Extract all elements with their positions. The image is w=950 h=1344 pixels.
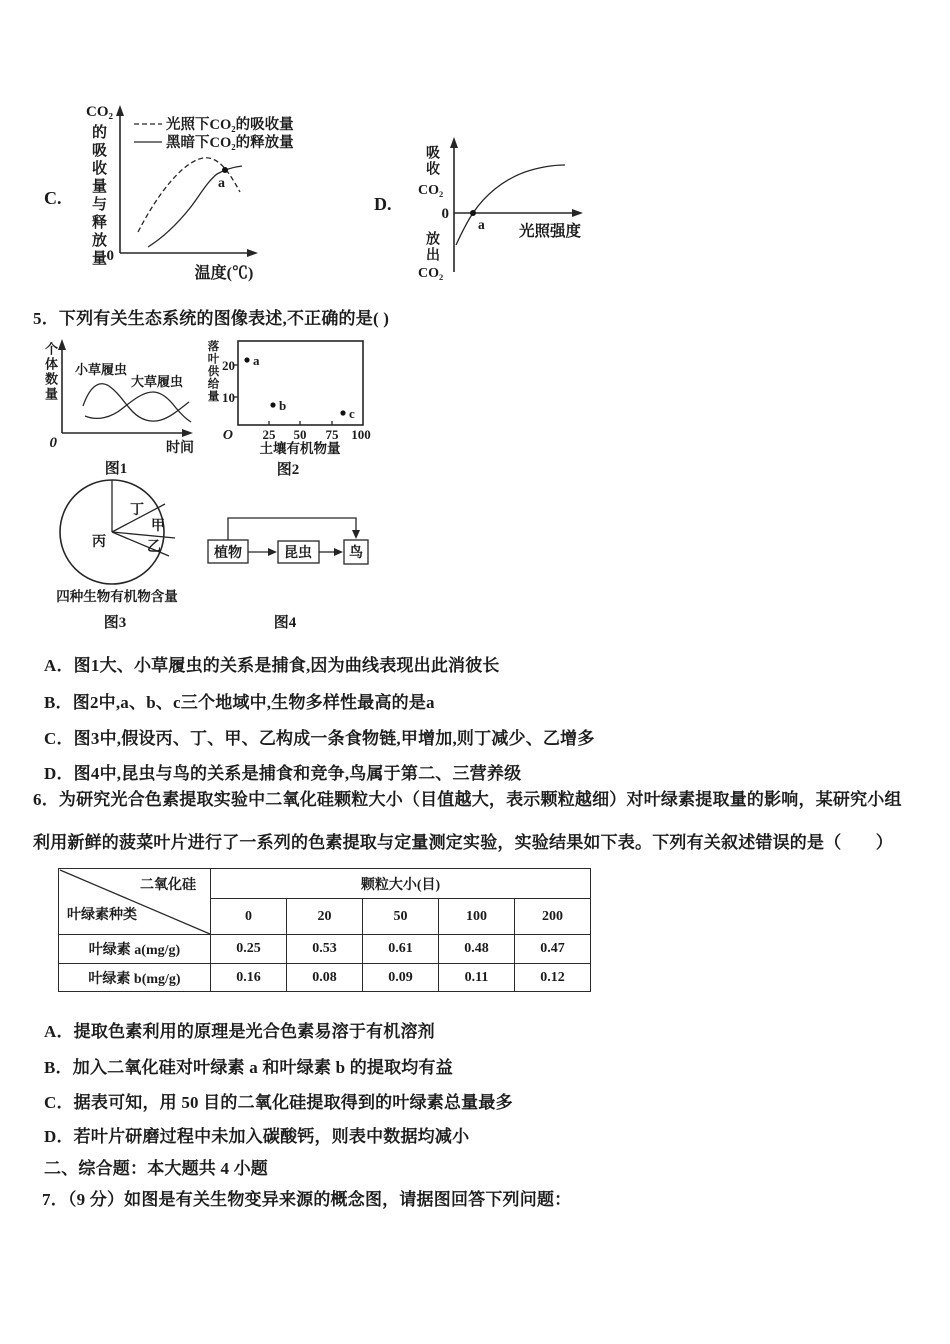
- q6-table: [58, 868, 591, 992]
- graph-c-point-a-dot: [222, 167, 228, 173]
- graph-d-release-label: 放出: [424, 231, 439, 263]
- q6-table-group-header: 颗粒大小(目): [211, 869, 591, 899]
- section2-heading: 二、综合题：本大题共 4 小题: [44, 1159, 268, 1178]
- fig3-line-jia-yi: [112, 532, 175, 538]
- graph-d-point-a-dot: [470, 210, 476, 216]
- graph-d-point-a-label: a: [478, 217, 485, 232]
- graph-d-release-unit: CO₂: [418, 266, 444, 281]
- fig1-label-small: 小草履虫: [75, 362, 128, 377]
- graph-c-x-arrow: [247, 249, 258, 257]
- fig3-sector-ding: 丁: [130, 503, 144, 518]
- fig4: [205, 512, 380, 567]
- q6-option-d: D．若叶片研磨过程中未加入碳酸钙，则表中数据均减小: [44, 1127, 470, 1146]
- graph-c: [82, 100, 347, 285]
- fig2-point-b: [270, 402, 275, 407]
- fig2-point-a-label: a: [253, 353, 260, 368]
- fig4-top-route: [228, 518, 356, 540]
- q6-table-cell: 0.08: [287, 964, 363, 992]
- q6-option-a: A．提取色素利用的原理是光合色素易溶于有机溶剂: [44, 1022, 435, 1041]
- graph-c-point-a-label: a: [218, 176, 225, 191]
- fig4-caption: 图4: [273, 615, 297, 631]
- q6-stem-line2: 利用新鲜的菠菜叶片进行了一系列的色素提取与定量测定实验，实验结果如下表。下列有关叙述错误的是（ ）: [33, 833, 893, 852]
- fig2-origin: O: [222, 428, 233, 443]
- q6-table-cell: 0.47: [515, 935, 591, 964]
- q5-option-d: D．图4中,昆虫与鸟的关系是捕食和竞争,鸟属于第二、三营养级: [44, 764, 522, 783]
- fig1-x-arrow: [182, 429, 193, 437]
- graph-d-y-arrow: [450, 137, 458, 148]
- graph-c-solid-curve: [148, 166, 242, 247]
- fig3-sector-jia: 甲: [151, 519, 165, 534]
- fig4-node-insect: 昆虫: [284, 546, 312, 561]
- graph-d-x-label: 光照强度: [518, 223, 582, 240]
- q6-table-row-label: 叶绿素 a(mg/g): [59, 935, 211, 964]
- fig2-x-label: 土壤有机物量: [259, 441, 341, 456]
- fig2-xtick75-label: 75: [325, 427, 339, 442]
- q6-table-col-header: 20: [287, 899, 363, 935]
- fig3-sector-yi: 乙: [147, 540, 161, 555]
- graph-d-absorb-label: 吸收: [424, 145, 439, 177]
- fig1-curve-big: [85, 392, 191, 422]
- graph-c-legend-solid-label: 黑暗下CO₂的释放量: [166, 135, 294, 151]
- fig2-xtick100-label: 100: [351, 427, 371, 442]
- fig1-y-label: 个体数量: [43, 342, 58, 402]
- fig4-top-arrow: [352, 530, 360, 539]
- option-d-letter: D.: [374, 194, 392, 214]
- q6-table-cell: 0.53: [287, 935, 363, 964]
- fig1-curve-small: [83, 384, 189, 421]
- fig4-edge1-arrow: [268, 548, 277, 556]
- fig2: [205, 335, 375, 457]
- fig2-point-c: [340, 410, 345, 415]
- corner-label-bottom: 叶绿素种类: [67, 908, 137, 923]
- table-row: [59, 935, 591, 964]
- q5-option-c: C．图3中,假设丙、丁、甲、乙构成一条食物链,甲增加,则丁减少、乙增多: [44, 729, 595, 748]
- q6-table-cell: 0.11: [439, 964, 515, 992]
- fig2-point-b-label: b: [279, 398, 287, 413]
- option-c-letter: C.: [44, 188, 62, 208]
- q6-table-col-header: 50: [363, 899, 439, 935]
- graph-d-absorb-unit: CO₂: [418, 183, 444, 198]
- fig4-edge2-arrow: [334, 548, 343, 556]
- fig1-origin: 0: [49, 435, 57, 451]
- fig2-y-label: 落叶供给量: [206, 340, 219, 403]
- q5-option-a: A．图1大、小草履虫的关系是捕食,因为曲线表现出此消彼长: [44, 656, 500, 675]
- fig3-sector-bing: 丙: [92, 535, 106, 550]
- q6-option-b: B．加入二氧化硅对叶绿素 a 和叶绿素 b 的提取均有益: [44, 1058, 453, 1077]
- q6-table-corner-cell: [59, 869, 211, 935]
- corner-label-top: 二氧化硅: [140, 878, 196, 893]
- graph-c-y-axis-label: 的吸收量与释放量: [90, 124, 106, 268]
- fig1-label-big: 大草履虫: [131, 374, 184, 389]
- fig3-caption: 图3: [103, 615, 127, 631]
- q6-option-c: C．据表可知，用 50 目的二氧化硅提取得到的叶绿素总量最多: [44, 1093, 513, 1112]
- fig2-xtick50-label: 50: [293, 427, 307, 442]
- fig1-y-arrow: [58, 339, 66, 350]
- q6-table-cell: 0.16: [211, 964, 287, 992]
- graph-c-y-title: CO₂: [86, 104, 113, 120]
- graph-c-legend-dashed-label: 光照下CO₂的吸收量: [166, 117, 294, 133]
- q5-stem: 5．下列有关生态系统的图像表述,不正确的是( ): [33, 309, 390, 328]
- q6-table-cell: 0.61: [363, 935, 439, 964]
- fig1-caption: 图1: [104, 461, 128, 477]
- fig2-ytick10-label: 10: [222, 390, 235, 405]
- q6-table-row-label: 叶绿素 b(mg/g): [59, 964, 211, 992]
- graph-c-y-arrow: [116, 105, 124, 116]
- q6-table-col-header: 100: [439, 899, 515, 935]
- fig1: [35, 336, 200, 466]
- fig3: [52, 477, 182, 589]
- fig2-ytick20-label: 20: [222, 358, 235, 373]
- q6-table-cell: 0.25: [211, 935, 287, 964]
- fig3-title: 四种生物有机物含量: [56, 589, 178, 604]
- graph-d: [415, 132, 660, 292]
- graph-c-x-label: 温度(℃): [194, 265, 254, 282]
- q5-option-b: B．图2中,a、b、c三个地域中,生物多样性最高的是a: [44, 693, 435, 712]
- fig4-node-plant: 植物: [214, 546, 242, 561]
- q7-stem: 7．（9 分）如图是有关生物变异来源的概念图，请据图回答下列问题：: [42, 1190, 572, 1209]
- graph-d-zero: 0: [441, 206, 449, 222]
- table-row: [59, 964, 591, 992]
- q6-table-cell: 0.09: [363, 964, 439, 992]
- graph-c-origin: 0: [106, 248, 114, 264]
- q6-stem-line1: 6．为研究光合色素提取实验中二氧化硅颗粒大小（目值越大，表示颗粒越细）对叶绿素提取量的影响，某研究小组: [33, 790, 902, 809]
- q6-table-cell: 0.48: [439, 935, 515, 964]
- fig2-point-c-label: c: [349, 406, 355, 421]
- q6-table-col-header: 200: [515, 899, 591, 935]
- fig2-point-a: [244, 357, 249, 362]
- fig4-node-bird: 鸟: [349, 546, 363, 561]
- fig2-caption: 图2: [276, 462, 300, 478]
- graph-d-x-arrow: [572, 209, 583, 217]
- q6-table-col-header: 0: [211, 899, 287, 935]
- fig2-xtick25-label: 25: [262, 427, 276, 442]
- q6-table-cell: 0.12: [515, 964, 591, 992]
- fig1-x-label: 时间: [166, 441, 194, 456]
